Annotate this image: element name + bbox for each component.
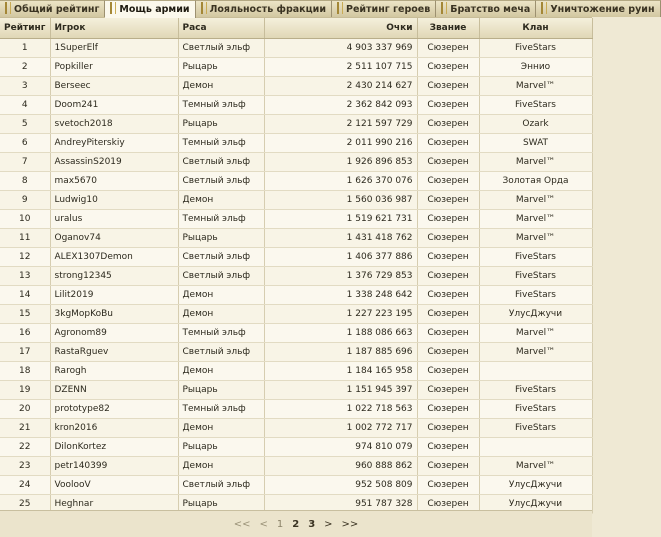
score-cell: 1 151 945 397 xyxy=(264,381,417,400)
score-cell: 974 810 079 xyxy=(264,438,417,457)
player-name-link[interactable]: Oganov74 xyxy=(50,229,178,248)
score-cell: 1 188 086 663 xyxy=(264,324,417,343)
race-cell: Светлый эльф xyxy=(178,153,264,172)
clan-link[interactable]: УлусДжучи xyxy=(479,495,592,514)
clan-link[interactable]: Marvel™ xyxy=(479,343,592,362)
rank-cell: 12 xyxy=(0,248,50,267)
player-name-link[interactable]: DZENN xyxy=(50,381,178,400)
player-name-link[interactable]: Rarogh xyxy=(50,362,178,381)
last-page-link[interactable]: >> xyxy=(341,518,359,530)
clan-link[interactable]: Marvel™ xyxy=(479,191,592,210)
rank-cell: 13 xyxy=(0,267,50,286)
title-cell: Сюзерен xyxy=(417,381,479,400)
race-cell: Светлый эльф xyxy=(178,343,264,362)
rank-cell: 10 xyxy=(0,210,50,229)
pagination xyxy=(0,510,592,537)
next-page-link[interactable]: > xyxy=(324,518,333,530)
table-row xyxy=(0,58,592,77)
player-name-link[interactable]: svetoch2018 xyxy=(50,115,178,134)
rank-cell: 2 xyxy=(0,58,50,77)
table-row xyxy=(0,324,592,343)
clan-link[interactable]: Marvel™ xyxy=(479,324,592,343)
score-cell: 1 626 370 076 xyxy=(264,172,417,191)
rank-cell: 25 xyxy=(0,495,50,514)
player-name-link[interactable]: petr140399 xyxy=(50,457,178,476)
clan-link[interactable]: FiveStars xyxy=(479,286,592,305)
player-name-link[interactable]: prototype82 xyxy=(50,400,178,419)
player-name-link[interactable]: strong12345 xyxy=(50,267,178,286)
tab-hero-rating[interactable] xyxy=(332,0,436,17)
table-row xyxy=(0,39,592,58)
rank-cell: 18 xyxy=(0,362,50,381)
score-cell: 1 376 729 853 xyxy=(264,267,417,286)
rank-cell: 14 xyxy=(0,286,50,305)
score-cell: 1 187 885 696 xyxy=(264,343,417,362)
race-cell: Светлый эльф xyxy=(178,172,264,191)
tab-ornament-icon xyxy=(5,2,11,14)
table-row xyxy=(0,153,592,172)
table-body xyxy=(0,39,592,514)
title-cell: Сюзерен xyxy=(417,58,479,77)
title-cell: Сюзерен xyxy=(417,438,479,457)
page-link-2[interactable]: 2 xyxy=(292,518,300,530)
tab-ornament-icon xyxy=(201,2,207,14)
clan-link[interactable]: FiveStars xyxy=(479,400,592,419)
player-name-link[interactable]: 1SuperElf xyxy=(50,39,178,58)
clan-link[interactable]: Marvel™ xyxy=(479,457,592,476)
score-cell: 2 511 107 715 xyxy=(264,58,417,77)
score-cell: 4 903 337 969 xyxy=(264,39,417,58)
player-name-link[interactable]: DilonKortez xyxy=(50,438,178,457)
title-cell: Сюзерен xyxy=(417,153,479,172)
score-cell: 952 508 809 xyxy=(264,476,417,495)
table-row xyxy=(0,248,592,267)
title-cell: Сюзерен xyxy=(417,115,479,134)
clan-link[interactable]: FiveStars xyxy=(479,419,592,438)
title-cell: Сюзерен xyxy=(417,77,479,96)
column-header-title[interactable]: Звание xyxy=(417,18,479,39)
table-row xyxy=(0,115,592,134)
rank-cell: 15 xyxy=(0,305,50,324)
tab-army-power[interactable] xyxy=(105,0,195,18)
race-cell: Темный эльф xyxy=(178,210,264,229)
clan-link[interactable]: Marvel™ xyxy=(479,77,592,96)
title-cell: Сюзерен xyxy=(417,476,479,495)
race-cell: Демон xyxy=(178,77,264,96)
rank-cell: 16 xyxy=(0,324,50,343)
race-cell: Демон xyxy=(178,286,264,305)
player-name-link[interactable]: Heghnar xyxy=(50,495,178,514)
score-cell: 1 926 896 853 xyxy=(264,153,417,172)
rank-cell: 22 xyxy=(0,438,50,457)
clan-link[interactable]: FiveStars xyxy=(479,248,592,267)
race-cell: Светлый эльф xyxy=(178,248,264,267)
title-cell: Сюзерен xyxy=(417,210,479,229)
score-cell: 1 338 248 642 xyxy=(264,286,417,305)
tab-label: Лояльность фракции xyxy=(209,4,326,15)
player-name-link[interactable]: Lilit2019 xyxy=(50,286,178,305)
player-name-link[interactable]: VoolooV xyxy=(50,476,178,495)
score-cell: 1 431 418 762 xyxy=(264,229,417,248)
table-row xyxy=(0,229,592,248)
player-name-link[interactable]: Ludwig10 xyxy=(50,191,178,210)
prev-page-link[interactable]: < xyxy=(259,518,268,530)
tab-ornament-icon xyxy=(337,2,343,14)
tab-faction-loyalty[interactable] xyxy=(196,0,332,17)
title-cell: Сюзерен xyxy=(417,39,479,58)
player-name-link[interactable]: Berseec xyxy=(50,77,178,96)
score-cell: 2 430 214 627 xyxy=(264,77,417,96)
player-name-link[interactable]: AssassinS2019 xyxy=(50,153,178,172)
score-cell: 1 227 223 195 xyxy=(264,305,417,324)
tab-ornament-icon xyxy=(441,2,447,14)
player-name-link[interactable]: Popkiller xyxy=(50,58,178,77)
score-cell: 1 184 165 958 xyxy=(264,362,417,381)
race-cell: Темный эльф xyxy=(178,96,264,115)
score-cell: 1 560 036 987 xyxy=(264,191,417,210)
rank-cell: 1 xyxy=(0,39,50,58)
rank-cell: 23 xyxy=(0,457,50,476)
rank-cell: 8 xyxy=(0,172,50,191)
rank-cell: 11 xyxy=(0,229,50,248)
table-row xyxy=(0,77,592,96)
rank-cell: 24 xyxy=(0,476,50,495)
rank-cell: 5 xyxy=(0,115,50,134)
clan-link[interactable]: FiveStars xyxy=(479,381,592,400)
table-row xyxy=(0,134,592,153)
player-name-link[interactable]: ALEX1307Demon xyxy=(50,248,178,267)
player-name-link[interactable]: kron2016 xyxy=(50,419,178,438)
table-row xyxy=(0,362,592,381)
race-cell: Рыцарь xyxy=(178,495,264,514)
table-row xyxy=(0,191,592,210)
tab-sword-brotherhood[interactable] xyxy=(436,0,536,17)
column-header-race[interactable]: Раса xyxy=(178,18,264,39)
table-row xyxy=(0,457,592,476)
score-cell: 1 519 621 731 xyxy=(264,210,417,229)
race-cell: Светлый эльф xyxy=(178,476,264,495)
race-cell: Демон xyxy=(178,305,264,324)
race-cell: Демон xyxy=(178,362,264,381)
race-cell: Рыцарь xyxy=(178,115,264,134)
first-page-link[interactable]: << xyxy=(233,518,251,530)
title-cell: Сюзерен xyxy=(417,324,479,343)
score-cell: 2 011 990 216 xyxy=(264,134,417,153)
race-cell: Рыцарь xyxy=(178,438,264,457)
rank-cell: 7 xyxy=(0,153,50,172)
score-cell: 960 888 862 xyxy=(264,457,417,476)
race-cell: Демон xyxy=(178,457,264,476)
tab-label: Братство меча xyxy=(450,4,531,15)
table-row xyxy=(0,96,592,115)
tab-label: Общий рейтинг xyxy=(14,4,100,15)
column-header-rank[interactable]: Рейтинг xyxy=(0,18,50,39)
table-row xyxy=(0,476,592,495)
title-cell: Сюзерен xyxy=(417,343,479,362)
title-cell: Сюзерен xyxy=(417,96,479,115)
player-name-link[interactable]: uralus xyxy=(50,210,178,229)
rank-cell: 3 xyxy=(0,77,50,96)
clan-link[interactable] xyxy=(479,438,592,457)
race-cell: Темный эльф xyxy=(178,134,264,153)
table-row xyxy=(0,305,592,324)
clan-link[interactable]: Эннио xyxy=(479,58,592,77)
race-cell: Рыцарь xyxy=(178,381,264,400)
rank-cell: 21 xyxy=(0,419,50,438)
table-row xyxy=(0,419,592,438)
table-row xyxy=(0,381,592,400)
title-cell: Сюзерен xyxy=(417,229,479,248)
score-cell: 2 121 597 729 xyxy=(264,115,417,134)
rank-cell: 6 xyxy=(0,134,50,153)
clan-link[interactable]: FiveStars xyxy=(479,39,592,58)
clan-link[interactable]: FiveStars xyxy=(479,96,592,115)
title-cell: Сюзерен xyxy=(417,286,479,305)
player-name-link[interactable]: max5670 xyxy=(50,172,178,191)
score-cell: 951 787 328 xyxy=(264,495,417,514)
player-name-link[interactable]: AndreyPiterskiy xyxy=(50,134,178,153)
race-cell: Демон xyxy=(178,191,264,210)
title-cell: Сюзерен xyxy=(417,172,479,191)
table-row xyxy=(0,210,592,229)
column-header-player[interactable]: Игрок xyxy=(50,18,178,39)
rating-table xyxy=(0,18,593,514)
clan-link[interactable]: Marvel™ xyxy=(479,229,592,248)
title-cell: Сюзерен xyxy=(417,305,479,324)
player-name-link[interactable]: Agronom89 xyxy=(50,324,178,343)
current-page-number: 1 xyxy=(276,518,284,530)
table-row xyxy=(0,400,592,419)
race-cell: Демон xyxy=(178,419,264,438)
score-cell: 1 002 772 717 xyxy=(264,419,417,438)
race-cell: Светлый эльф xyxy=(178,39,264,58)
title-cell: Сюзерен xyxy=(417,400,479,419)
tab-label: Уничтожение руин xyxy=(550,4,655,15)
tab-general-rating[interactable] xyxy=(0,0,105,17)
title-cell: Сюзерен xyxy=(417,495,479,514)
clan-link[interactable]: FiveStars xyxy=(479,267,592,286)
tab-label: Мощь армии xyxy=(119,4,190,15)
rank-cell: 19 xyxy=(0,381,50,400)
clan-link[interactable]: Золотая Орда xyxy=(479,172,592,191)
title-cell: Сюзерен xyxy=(417,248,479,267)
tab-label: Рейтинг героев xyxy=(345,4,431,15)
title-cell: Сюзерен xyxy=(417,134,479,153)
rank-cell: 4 xyxy=(0,96,50,115)
clan-link[interactable]: Marvel™ xyxy=(479,210,592,229)
race-cell: Рыцарь xyxy=(178,58,264,77)
rank-cell: 17 xyxy=(0,343,50,362)
table-row xyxy=(0,267,592,286)
table-row xyxy=(0,438,592,457)
score-cell: 1 406 377 886 xyxy=(264,248,417,267)
title-cell: Сюзерен xyxy=(417,267,479,286)
rating-tabs xyxy=(0,0,655,19)
column-header-clan[interactable]: Клан xyxy=(479,18,592,39)
race-cell: Темный эльф xyxy=(178,324,264,343)
tab-ruins-destruction[interactable] xyxy=(536,0,660,17)
title-cell: Сюзерен xyxy=(417,419,479,438)
clan-link[interactable] xyxy=(479,362,592,381)
title-cell: Сюзерен xyxy=(417,362,479,381)
page-link-3[interactable]: 3 xyxy=(308,518,316,530)
score-cell: 2 362 842 093 xyxy=(264,96,417,115)
player-name-link[interactable]: RastaRguev xyxy=(50,343,178,362)
column-header-score[interactable]: Очки xyxy=(264,18,417,39)
tab-ornament-icon xyxy=(541,2,547,14)
clan-link[interactable]: УлусДжучи xyxy=(479,476,592,495)
table-row xyxy=(0,286,592,305)
player-name-link[interactable]: 3kgMopKoBu xyxy=(50,305,178,324)
score-cell: 1 022 718 563 xyxy=(264,400,417,419)
race-cell: Темный эльф xyxy=(178,400,264,419)
clan-link[interactable]: Marvel™ xyxy=(479,153,592,172)
title-cell: Сюзерен xyxy=(417,191,479,210)
player-name-link[interactable]: Doom241 xyxy=(50,96,178,115)
table-header-row xyxy=(0,18,592,39)
rank-cell: 9 xyxy=(0,191,50,210)
clan-link[interactable]: УлусДжучи xyxy=(479,305,592,324)
title-cell: Сюзерен xyxy=(417,457,479,476)
rank-cell: 20 xyxy=(0,400,50,419)
clan-link[interactable]: SWAT xyxy=(479,134,592,153)
table-row xyxy=(0,343,592,362)
tab-ornament-icon xyxy=(110,2,116,14)
race-cell: Светлый эльф xyxy=(178,267,264,286)
race-cell: Рыцарь xyxy=(178,229,264,248)
clan-link[interactable]: Ozark xyxy=(479,115,592,134)
table-row xyxy=(0,172,592,191)
